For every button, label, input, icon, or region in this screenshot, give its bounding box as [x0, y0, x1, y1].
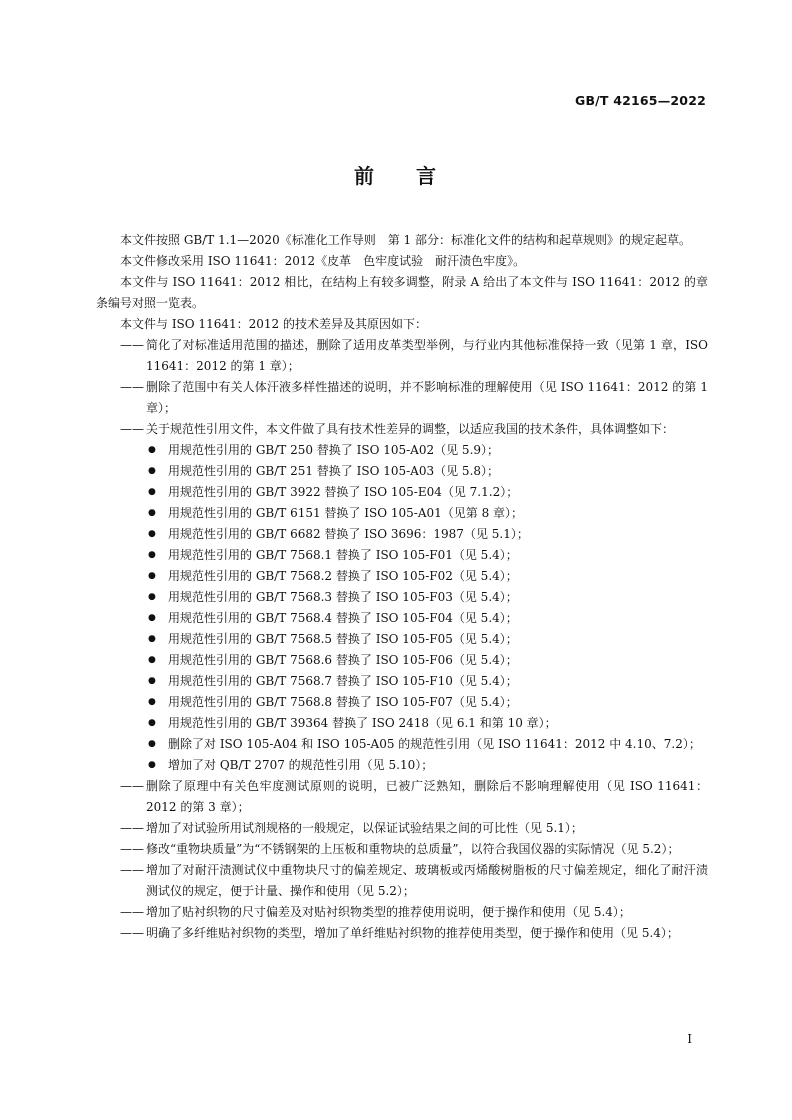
bullet-text: 用规范性引用的 GB/T 6151 替换了 ISO 105-A01（见第 8 章）； — [168, 506, 524, 520]
bullet-text: 用规范性引用的 GB/T 7568.5 替换了 ISO 105-F05（见 5.4）； — [168, 632, 518, 646]
bullet-item — [148, 650, 708, 671]
bullet-item — [148, 566, 708, 587]
dash-list-item — [96, 839, 708, 860]
dash-mark: —— — [120, 338, 144, 352]
list-item-text: 修改“重物块质量”为“不锈钢架的上压板和重物块的总质量”，以符合我国仪器的实际情况（见 5.2）； — [146, 842, 680, 856]
standard-number: GB/T 42165—2022 — [574, 93, 706, 108]
bullet-text: 用规范性引用的 GB/T 3922 替换了 ISO 105-E04（见 7.1.2）； — [168, 485, 519, 499]
page-title — [0, 160, 792, 189]
bullet-text: 用规范性引用的 GB/T 39364 替换了 ISO 2418（见 6.1 和第 10 章）； — [168, 716, 557, 730]
bullet-icon: ● — [148, 634, 156, 644]
list-item-text: 删除了原理中有关色牢度测试原则的说明，已被广泛熟知，删除后不影响理解使用（见 ISO 11641：2012 的第 3 章）； — [146, 779, 708, 814]
bullet-item — [148, 629, 708, 650]
bullet-item — [148, 713, 708, 734]
paragraph: 本文件修改采用 ISO 11641：2012《皮革 色牢度试验 耐汗渍色牢度》。 — [120, 254, 526, 268]
bullet-text: 用规范性引用的 GB/T 250 替换了 ISO 105-A02（见 5.9）； — [168, 443, 500, 457]
bullet-icon: ● — [148, 592, 156, 602]
bullet-icon: ● — [148, 718, 156, 728]
dash-mark: —— — [120, 821, 144, 835]
bullet-icon: ● — [148, 508, 156, 518]
bullet-item — [148, 503, 708, 524]
bullet-icon: ● — [148, 655, 156, 665]
list-item-text: 增加了贴衬织物的尺寸偏差及对贴衬织物类型的推荐使用说明，便于操作和使用（见 5.4）； — [146, 905, 631, 919]
bullet-text: 用规范性引用的 GB/T 7568.2 替换了 ISO 105-F02（见 5.4）； — [168, 569, 518, 583]
dash-mark: —— — [120, 779, 144, 793]
title-char-2: 言 — [416, 164, 438, 188]
bullet-icon: ● — [148, 739, 156, 749]
dash-mark: —— — [120, 926, 144, 940]
bullet-icon: ● — [148, 487, 156, 497]
list-item-text: 关于规范性引用文件，本文件做了具有技术性差异的调整，以适应我国的技术条件，具体调整如下： — [146, 422, 675, 436]
bullet-icon: ● — [148, 466, 156, 476]
bullet-item — [148, 608, 708, 629]
dash-mark: —— — [120, 422, 144, 436]
dash-mark: —— — [120, 842, 144, 856]
dash-list-item — [96, 923, 708, 944]
paragraph: 本文件与 ISO 11641：2012 的技术差异及其原因如下： — [120, 317, 427, 331]
bullet-icon: ● — [148, 571, 156, 581]
list-item-text: 删除了范围中有关人体汗液多样性描述的说明，并不影响标准的理解使用（见 ISO 11641：2012 的第 1 章）； — [146, 380, 708, 415]
list-item-text: 增加了对耐汗渍测试仪中重物块尺寸的偏差规定、玻璃板或丙烯酸树脂板的尺寸偏差规定，细化了耐汗渍测试仪的规定，便于计量、操作和使用（见 5.2）； — [146, 863, 708, 898]
dash-mark: —— — [120, 380, 144, 394]
paragraph: 本文件按照 GB/T 1.1—2020《标准化工作导则 第 1 部分：标准化文件的结构和起草规则》的规定起草。 — [120, 233, 691, 247]
bullet-text: 删除了对 ISO 105-A04 和 ISO 105-A05 的规范性引用（见 ISO 11641：2012 中 4.10、7.2）； — [168, 737, 701, 751]
list-item-text: 增加了对试验所用试剂规格的一般规定，以保证试验结果之间的可比性（见 5.1）； — [146, 821, 583, 835]
dash-mark: —— — [120, 905, 144, 919]
bullet-item — [148, 692, 708, 713]
bullet-item — [148, 734, 708, 755]
dash-list-item — [96, 377, 708, 419]
dash-list-item — [96, 902, 708, 923]
bullet-item — [148, 545, 708, 566]
bullet-item — [148, 440, 708, 461]
bullet-item — [148, 524, 708, 545]
bullet-text: 用规范性引用的 GB/T 7568.8 替换了 ISO 105-F07（见 5.4）； — [168, 695, 518, 709]
dash-list-item — [96, 419, 708, 440]
dash-list-item — [96, 335, 708, 377]
bullet-icon: ● — [148, 697, 156, 707]
bullet-icon: ● — [148, 676, 156, 686]
bullet-item — [148, 671, 708, 692]
dash-list-item — [96, 776, 708, 818]
bullet-icon: ● — [148, 550, 156, 560]
bullet-text: 增加了对 QB/T 2707 的规范性引用（见 5.10）； — [168, 758, 434, 772]
paragraph: 本文件与 ISO 11641：2012 相比，在结构上有较多调整，附录 A 给出了本文件与 ISO 11641：2012 的章条编号对照一览表。 — [96, 275, 708, 310]
dash-list-item — [96, 818, 708, 839]
bullet-item — [148, 755, 708, 776]
bullet-item — [148, 587, 708, 608]
dash-list-item — [96, 860, 708, 902]
page-number: I — [687, 1032, 692, 1046]
list-item-text: 明确了多纤维贴衬织物的类型，增加了单纤维贴衬织物的推荐使用类型，便于操作和使用（见 5.4）； — [146, 926, 679, 940]
bullet-icon: ● — [148, 445, 156, 455]
foreword-body — [96, 230, 708, 944]
bullet-icon: ● — [148, 613, 156, 623]
bullet-icon: ● — [148, 529, 156, 539]
bullet-text: 用规范性引用的 GB/T 7568.3 替换了 ISO 105-F03（见 5.4）； — [168, 590, 518, 604]
bullet-text: 用规范性引用的 GB/T 7568.7 替换了 ISO 105-F10（见 5.4）； — [168, 674, 518, 688]
dash-mark: —— — [120, 863, 144, 877]
bullet-text: 用规范性引用的 GB/T 7568.6 替换了 ISO 105-F06（见 5.4）； — [168, 653, 518, 667]
title-char-1: 前 — [354, 164, 376, 188]
bullet-icon: ● — [148, 760, 156, 770]
bullet-list — [96, 440, 708, 776]
bullet-text: 用规范性引用的 GB/T 6682 替换了 ISO 3696：1987（见 5.1）； — [168, 527, 529, 541]
list-item-text: 简化了对标准适用范围的描述，删除了适用皮革类型举例，与行业内其他标准保持一致（见第 1 章，ISO 11641：2012 的第 1 章）； — [146, 338, 708, 373]
bullet-item — [148, 461, 708, 482]
bullet-text: 用规范性引用的 GB/T 251 替换了 ISO 105-A03（见 5.8）； — [168, 464, 500, 478]
bullet-text: 用规范性引用的 GB/T 7568.1 替换了 ISO 105-F01（见 5.4）； — [168, 548, 518, 562]
bullet-item — [148, 482, 708, 503]
bullet-text: 用规范性引用的 GB/T 7568.4 替换了 ISO 105-F04（见 5.4）； — [168, 611, 518, 625]
